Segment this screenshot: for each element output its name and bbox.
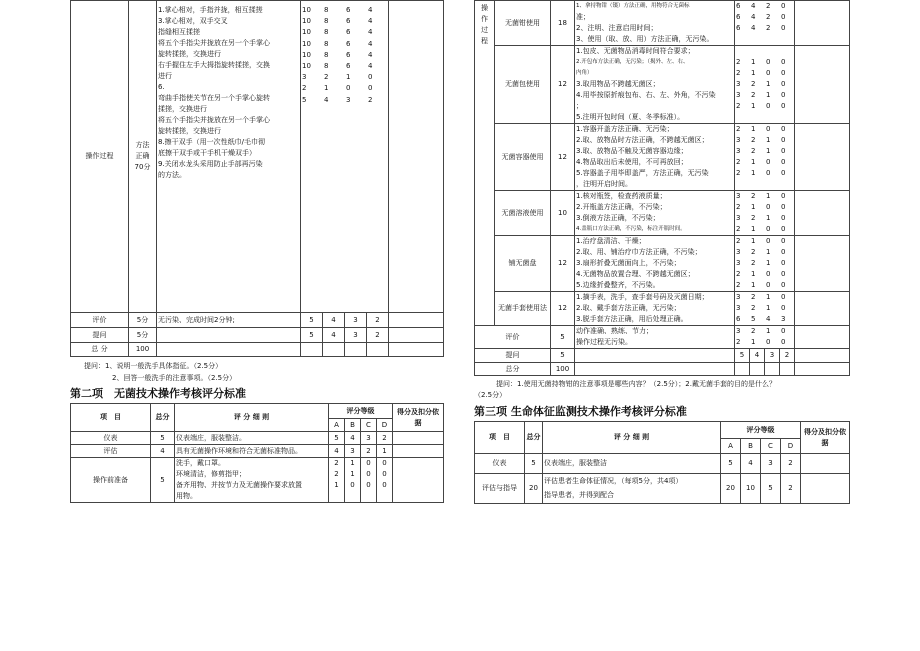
item-name: 无菌钳使用	[495, 1, 551, 46]
item-detail	[575, 236, 735, 292]
row-detail: 具有无菌操作环境和符合无菌标准物品。	[175, 445, 329, 458]
header-total: 总分	[525, 422, 543, 454]
detail-line: 5.注明开包时间（夏、冬季标准）。	[576, 113, 685, 121]
score-d: 0 0 0	[377, 458, 393, 503]
row-total: 20	[525, 474, 543, 504]
row-total: 4	[151, 445, 175, 458]
detail-line: 3.取用物品不跨越无菌区；	[576, 80, 660, 88]
eval-label: 评价	[475, 326, 551, 349]
row-item: 评估	[71, 445, 151, 458]
detail-line: 4.无菌物品放置合理、不跨越无菌区；	[576, 270, 695, 278]
detail-line: 1.核对瓶签，检查药液质量；	[576, 192, 667, 200]
eval-deduction	[389, 313, 444, 328]
item-points: 10	[551, 191, 575, 236]
method-line: 方法	[135, 141, 150, 149]
detail-line: 3.脱手套方法正确，用后处理正确。	[576, 315, 688, 323]
detail-line: 1.摘手表，洗手，查手套号码及灭菌日期；	[576, 293, 709, 301]
detail-line: 2.开瓶盖方法正确，不污染；	[576, 203, 667, 211]
note-line: 提问：1.使用无菌持物钳的注意事项是哪些内容？（2.5分）；2.戴无菌手套的目的是什么？	[496, 380, 776, 388]
detail-line: 评估患者生命体征情况，（每项5分，共4项）	[544, 477, 683, 485]
detail-line: 用物。	[176, 492, 197, 500]
step-line: 将五个手指尖并拢放在另一个手掌心	[158, 39, 270, 47]
detail-line: 2.取、放物品时方法正确，不跨越无菌区；	[576, 136, 709, 144]
row-item: 评估与指导	[475, 474, 525, 504]
method-line: 70分	[134, 163, 151, 171]
grade-b: B	[345, 419, 361, 432]
item-points: 12	[551, 292, 575, 326]
score-c: 2	[361, 445, 377, 458]
header-item: 项 目	[475, 422, 525, 454]
header-detail: 评 分 细 则	[175, 404, 329, 432]
score-row: 10 8 6 4	[302, 17, 373, 26]
grade-c: C	[361, 419, 377, 432]
question-points: 5分	[129, 328, 157, 343]
header-score: 得分及扣分依据	[393, 404, 444, 432]
question-score-c: 3	[345, 328, 367, 343]
aseptic-continued-table	[474, 0, 850, 376]
score-c: 3	[761, 454, 781, 474]
step-line: 的方法。	[158, 171, 186, 179]
eval-scores: 3 2 1 0 2 1 0 0	[735, 326, 795, 349]
detail-line: 4.用毕按原折痕包布、右、左、外角，不污染	[576, 91, 716, 99]
grade-c: C	[761, 439, 781, 454]
score-a: 5	[329, 432, 345, 445]
method-label	[129, 1, 157, 313]
eval-score-b: 4	[323, 313, 345, 328]
detail-line: ，注明开启时间。	[576, 180, 632, 188]
score-d: 2	[377, 432, 393, 445]
question-score-c: 3	[765, 349, 780, 363]
step-line: 弯曲手指使关节在另一个手掌心旋转	[158, 94, 270, 102]
score-row: 10 8 6 4	[302, 6, 373, 14]
score-a: 20	[721, 474, 741, 504]
item-detail	[575, 292, 735, 326]
detail-line: 准；	[576, 13, 590, 21]
eval-label: 评价	[71, 313, 129, 328]
question-label: 提问	[475, 349, 551, 363]
question-score-d: 2	[367, 328, 389, 343]
operation-process-label: 操作过程	[71, 1, 129, 313]
detail-line: 3.扇形折叠无菌面向上，不污染；	[576, 259, 681, 267]
detail-line: 动作准确、熟练、节力；	[576, 327, 653, 335]
score-row: 10 8 6 4	[302, 50, 373, 59]
score-d: 2	[781, 474, 801, 504]
item-scores: 2 1 0 0 3 2 1 0 3 2 1 0 2 1 0 0 2 1 0 0	[735, 124, 795, 191]
grade-b: B	[741, 439, 761, 454]
item-detail	[575, 46, 735, 124]
score-b: 4	[741, 454, 761, 474]
item-name: 铺无菌盘	[495, 236, 551, 292]
item-scores: 2 1 0 0 3 2 1 0 3 2 1 0 2 1 0 0 2 1 0 0	[735, 236, 795, 292]
total-points: 100	[551, 363, 575, 376]
step-line: 揉搓，交换进行	[158, 105, 207, 113]
score-a: 5	[721, 454, 741, 474]
score-b: 1 1 0	[345, 458, 361, 503]
score-row: 10 8 6 4	[302, 28, 373, 37]
detail-line: 1、拿持物钳（镊）方法正确，用物符合无菌标	[576, 3, 690, 9]
row-detail: 仪表端庄，服装整洁。	[175, 432, 329, 445]
eval-points: 5分	[129, 313, 157, 328]
eval-text: 无污染、完成时间2分钟;	[157, 313, 301, 328]
item-detail	[575, 1, 735, 46]
total-label: 总 分	[71, 343, 129, 357]
note-line: （2.5分）	[474, 391, 507, 399]
item-name: 无菌包使用	[495, 46, 551, 124]
question-text	[157, 328, 301, 343]
detail-line: 操作过程无污染。	[576, 338, 632, 346]
detail-line: 环境清洁，修剪指甲；	[176, 470, 246, 478]
question-score-b: 4	[323, 328, 345, 343]
item-scores: 3 2 1 0 2 1 0 0 3 2 1 0 2 1 0 0	[735, 191, 795, 236]
right-column	[474, 0, 850, 504]
step-line: 底擦干双手或干手机干燥双手）	[158, 149, 256, 157]
detail-line: 洗手，戴口罩。	[176, 459, 225, 467]
grade-a: A	[721, 439, 741, 454]
detail-line: 5.容器盖子用毕即盖严，方法正确，无污染	[576, 169, 709, 177]
item-scores: 6 4 2 0 6 4 2 0 6 4 2 0	[735, 1, 795, 46]
item-scores: 3 2 1 0 3 2 1 0 6 5 4 3	[735, 292, 795, 326]
header-detail: 评 分 细 则	[543, 422, 721, 454]
item-points: 12	[551, 236, 575, 292]
question-score-a: 5	[735, 349, 750, 363]
section2-title: 第二项 无菌技术操作考核评分标准	[70, 387, 246, 400]
grade-d: D	[781, 439, 801, 454]
eval-points: 5	[551, 326, 575, 349]
detail-line: 2.开包布方法正确，无污染；（揭外、左、右、	[576, 59, 689, 65]
hand-steps	[157, 1, 301, 313]
detail-line: 1.包皮、无菌物品消毒时间符合要求；	[576, 47, 695, 55]
score-c: 3	[361, 432, 377, 445]
detail-line: 2、注明、注意启用时间；	[576, 24, 658, 32]
eval-score-c: 3	[345, 313, 367, 328]
header-score: 得分及扣分依据	[801, 422, 850, 454]
step-line: 进行	[158, 72, 172, 80]
row-detail	[543, 474, 721, 504]
note-line: 提问：1、说明一般洗手具体指征。（2.5分）	[84, 362, 223, 370]
item-detail	[575, 124, 735, 191]
detail-line: 指导患者，并得到配合	[544, 491, 614, 499]
detail-line: 1.容器开盖方法正确、无污染；	[576, 125, 674, 133]
eval-text	[575, 326, 735, 349]
item-points: 12	[551, 46, 575, 124]
question-deduction	[389, 328, 444, 343]
score-b: 10	[741, 474, 761, 504]
detail-line: 内角）	[576, 70, 593, 76]
step-line: 3.掌心相对，双手交叉	[158, 17, 228, 25]
score-b: 4	[345, 432, 361, 445]
detail-line: 5.边缘折叠整齐，不污染。	[576, 281, 660, 289]
detail-line: 2.取、戴手套方法正确，无污染；	[576, 304, 681, 312]
total-label: 总分	[475, 363, 551, 376]
op-char: 程	[481, 37, 488, 45]
detail-line: 备齐用物、并按节力及无菌操作要求放置	[176, 481, 302, 489]
grade-a: A	[329, 419, 345, 432]
note-line: 2、回答一般洗手的注意事项。（2.5分）	[112, 374, 237, 382]
step-line: 将五个手指尖并拢放在另一个手掌心	[158, 116, 270, 124]
row-total: 5	[151, 432, 175, 445]
eval-score-d: 2	[367, 313, 389, 328]
item-detail	[575, 191, 735, 236]
score-d: 2	[781, 454, 801, 474]
score-a: 4	[329, 445, 345, 458]
detail-line: 1.治疗盘清洁、干燥；	[576, 237, 646, 245]
step-line: 8.擦干双手（用一次性纸巾/毛巾彻	[158, 138, 266, 146]
op-char: 过	[481, 26, 488, 34]
header-item: 项 目	[71, 404, 151, 432]
left-column	[70, 0, 444, 503]
step-line: 指缝相互揉搓	[158, 28, 200, 36]
header-grade: 评分等级	[721, 422, 801, 439]
score-row: 5 4 3 2	[302, 95, 373, 104]
row-detail	[175, 458, 329, 503]
score-d: 1	[377, 445, 393, 458]
score-row: 3 2 1 0	[302, 73, 373, 82]
detail-line: 4.物品取出后未使用，不可再放回；	[576, 158, 688, 166]
row-item: 仪表	[475, 454, 525, 474]
score-row: 2 1 0 0	[302, 84, 373, 93]
step-line: 旋转揉搓，交换进行	[158, 50, 221, 58]
op-char: 作	[481, 15, 488, 23]
detail-line: 3、使用（取、放、用）方法正确，无污染。	[576, 35, 714, 43]
row-total: 5	[151, 458, 175, 503]
operation-process-vertical	[475, 1, 495, 326]
item-points: 12	[551, 124, 575, 191]
vital-signs-table	[474, 421, 850, 504]
question-score-d: 2	[780, 349, 795, 363]
step-line: 1.掌心相对，手指并拢，相互揉搓	[158, 6, 263, 14]
question-score-b: 4	[750, 349, 765, 363]
detail-line: 3.取、放物品不触及无菌容器边缘；	[576, 147, 688, 155]
score-row: 10 8 6 4	[302, 62, 373, 71]
section3-title: 第三项 生命体征监测技术操作考核评分标准	[474, 405, 687, 418]
row-detail: 仪表端庄，服装整洁	[543, 454, 721, 474]
score-c: 5	[761, 474, 781, 504]
detail-line: ；	[576, 102, 583, 110]
row-item: 仪表	[71, 432, 151, 445]
grade-d: D	[377, 419, 393, 432]
item-name: 无菌手套使用法	[495, 292, 551, 326]
item-name: 无菌容器使用	[495, 124, 551, 191]
eval-score-a: 5	[301, 313, 323, 328]
question-label: 提问	[71, 328, 129, 343]
aseptic-table	[70, 403, 444, 503]
total-points: 100	[129, 343, 157, 357]
method-line: 正确	[135, 152, 150, 160]
question-score-a: 5	[301, 328, 323, 343]
step-line: 9.关闭水龙头采用防止手部再污染	[158, 160, 263, 168]
right-notes	[474, 379, 850, 401]
header-grade: 评分等级	[329, 404, 393, 419]
score-a: 2 2 1	[329, 458, 345, 503]
item-name: 无菌溶液使用	[495, 191, 551, 236]
hand-score-grid	[301, 1, 389, 313]
item-scores: 2 1 0 0 2 1 0 0 3 2 1 0 3 2 1 0 2 1 0 0	[735, 46, 795, 124]
row-item: 操作前准备	[71, 458, 151, 503]
score-row: 10 8 6 4	[302, 39, 373, 48]
step-line: 右手握住左手大拇指旋转揉搓，交换	[158, 61, 270, 69]
row-total: 5	[525, 454, 543, 474]
question-points: 5	[551, 349, 575, 363]
score-c: 0 0 0	[361, 458, 377, 503]
score-b: 3	[345, 445, 361, 458]
step-line: 旋转揉搓，交换进行	[158, 127, 221, 135]
detail-line: 2.取、用、铺治疗巾方法正确，不污染；	[576, 248, 702, 256]
hand-washing-table	[70, 0, 444, 357]
score-blank	[389, 1, 444, 313]
left-notes	[70, 361, 444, 384]
detail-line: 4.盖瓶口方法正确，不污染，标注开瓶时间。	[576, 226, 686, 232]
item-points: 18	[551, 1, 575, 46]
detail-line: 3.倒液方法正确，不污染；	[576, 214, 660, 222]
op-char: 操	[481, 4, 488, 12]
step-line: 6.	[158, 83, 165, 91]
header-total: 总分	[151, 404, 175, 432]
